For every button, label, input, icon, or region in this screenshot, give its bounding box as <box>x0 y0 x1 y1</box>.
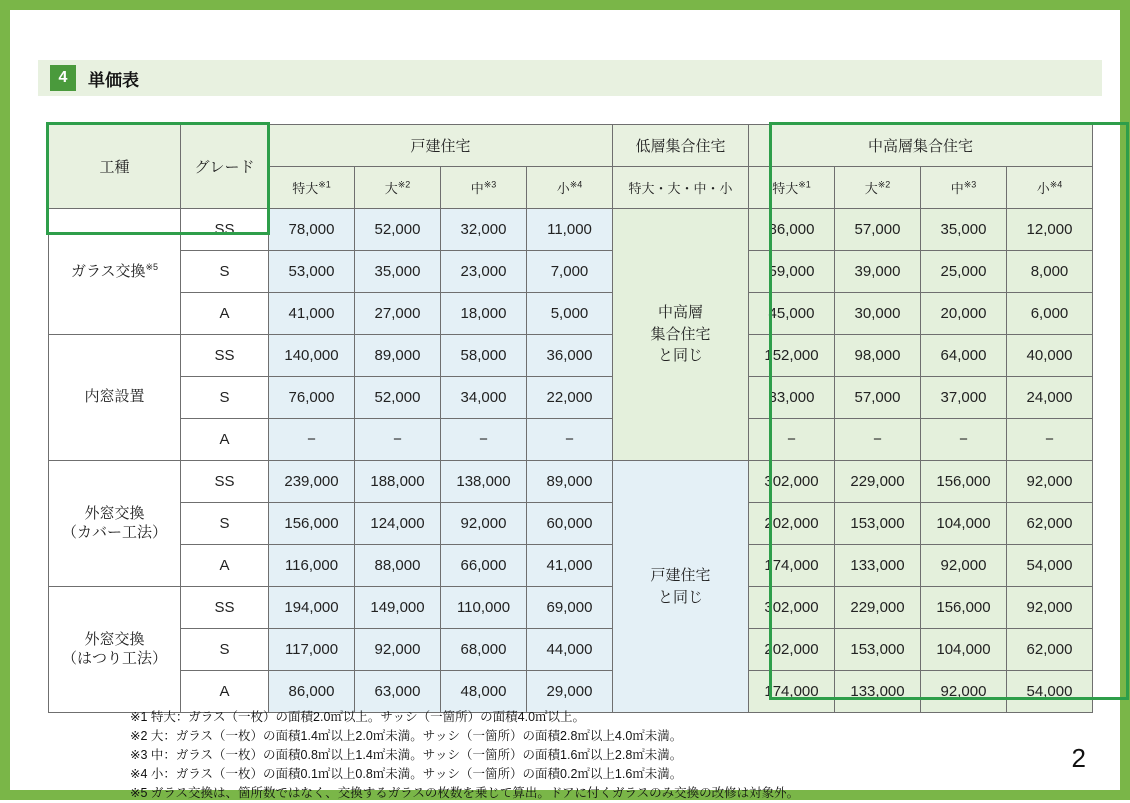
header-midhigh-s <box>1007 167 1093 209</box>
value-cell: 92,000 <box>1007 587 1093 629</box>
value-cell: 52,000 <box>355 377 441 419</box>
table-row <box>49 209 1093 251</box>
note-ref-4: ※4 <box>569 179 583 190</box>
footnotes <box>130 708 799 803</box>
value-cell: 54,000 <box>1007 545 1093 587</box>
page-inner <box>20 20 1110 800</box>
value-cell: 124,000 <box>355 503 441 545</box>
kind-outer-window-cover <box>49 461 181 587</box>
value-cell: 20,000 <box>921 293 1007 335</box>
grade-cell: S <box>181 629 269 671</box>
kind-line2: （はつり工法） <box>61 649 167 667</box>
value-cell: 58,000 <box>441 335 527 377</box>
value-cell: 30,000 <box>835 293 921 335</box>
table-row <box>49 251 1093 293</box>
table-row <box>49 293 1093 335</box>
value-cell: 29,000 <box>527 671 613 713</box>
value-cell: 89,000 <box>527 461 613 503</box>
value-cell: 92,000 <box>441 503 527 545</box>
value-cell: − <box>269 419 355 461</box>
value-cell: 62,000 <box>1007 629 1093 671</box>
value-cell: 202,000 <box>749 503 835 545</box>
header-kind: 工種 <box>49 125 181 209</box>
label-s: 小 <box>556 181 570 196</box>
value-cell: 36,000 <box>527 335 613 377</box>
value-cell: 202,000 <box>749 629 835 671</box>
value-cell: 45,000 <box>749 293 835 335</box>
value-cell: 229,000 <box>835 587 921 629</box>
header-lowrise-all: 特大・大・中・小 <box>613 167 749 209</box>
header-detached-m <box>441 167 527 209</box>
value-cell: 86,000 <box>269 671 355 713</box>
header-detached-xl <box>269 167 355 209</box>
note-ref-1: ※1 <box>318 179 331 190</box>
kind-line1: 外窓交換 <box>84 504 145 522</box>
footnote-item: ※4 小：ガラス（一枚）の面積0.1㎡以上0.8㎡未満。サッシ（一箇所）の面積0.2㎡以上1.6㎡未満。 <box>130 767 683 781</box>
page-number: 2 <box>1071 743 1086 773</box>
table-header-row-1 <box>49 125 1093 167</box>
value-cell: 18,000 <box>441 293 527 335</box>
grade-cell: A <box>181 293 269 335</box>
value-cell: 92,000 <box>921 671 1007 713</box>
label-xl-2: 特大 <box>772 181 799 196</box>
value-cell: 156,000 <box>921 461 1007 503</box>
value-cell: − <box>1007 419 1093 461</box>
table-row <box>49 419 1093 461</box>
value-cell: 117,000 <box>269 629 355 671</box>
note-ref-2b: ※2 <box>877 179 891 190</box>
kind-inner-window: 内窓設置 <box>49 335 181 461</box>
value-cell: 25,000 <box>921 251 1007 293</box>
label-m-2: 中 <box>950 181 964 196</box>
value-cell: 22,000 <box>527 377 613 419</box>
value-cell: − <box>749 419 835 461</box>
value-cell: 41,000 <box>527 545 613 587</box>
grade-cell: A <box>181 545 269 587</box>
value-cell: − <box>441 419 527 461</box>
value-cell: − <box>835 419 921 461</box>
label-l: 大 <box>384 181 398 196</box>
value-cell: 104,000 <box>921 629 1007 671</box>
value-cell: 69,000 <box>527 587 613 629</box>
value-cell: 35,000 <box>355 251 441 293</box>
grade-cell: A <box>181 671 269 713</box>
value-cell: 92,000 <box>1007 461 1093 503</box>
lowrise-merge-line1: 中高層 <box>657 303 703 321</box>
label-l-2: 大 <box>864 181 878 196</box>
table-row <box>49 503 1093 545</box>
value-cell: 174,000 <box>749 671 835 713</box>
footnote-item: ※1 特大：ガラス（一枚）の面積2.0㎡以上。サッシ（一箇所）の面積4.0㎡以上。 <box>130 710 586 724</box>
price-table-wrap <box>48 124 1093 713</box>
grade-cell: S <box>181 377 269 419</box>
value-cell: 78,000 <box>269 209 355 251</box>
grade-cell: SS <box>181 335 269 377</box>
value-cell: 133,000 <box>835 671 921 713</box>
value-cell: − <box>355 419 441 461</box>
kind-line1: 外窓交換 <box>84 630 145 648</box>
value-cell: 34,000 <box>441 377 527 419</box>
lowrise-sash-line2: と同じ <box>657 588 703 606</box>
value-cell: − <box>527 419 613 461</box>
table-row <box>49 671 1093 713</box>
value-cell: 41,000 <box>269 293 355 335</box>
label-m: 中 <box>470 181 484 196</box>
header-group-lowrise: 低層集合住宅 <box>613 125 749 167</box>
value-cell: 149,000 <box>355 587 441 629</box>
value-cell: 57,000 <box>835 377 921 419</box>
value-cell: 54,000 <box>1007 671 1093 713</box>
value-cell: 7,000 <box>527 251 613 293</box>
grade-cell: SS <box>181 209 269 251</box>
header-group-detached: 戸建住宅 <box>269 125 613 167</box>
table-row <box>49 587 1093 629</box>
value-cell: 156,000 <box>921 587 1007 629</box>
note-ref-2: ※2 <box>397 179 411 190</box>
price-table <box>48 124 1093 713</box>
value-cell: − <box>921 419 1007 461</box>
value-cell: 138,000 <box>441 461 527 503</box>
grade-cell: SS <box>181 587 269 629</box>
grade-cell: S <box>181 503 269 545</box>
value-cell: 98,000 <box>835 335 921 377</box>
value-cell: 153,000 <box>835 629 921 671</box>
value-cell: 8,000 <box>1007 251 1093 293</box>
value-cell: 188,000 <box>355 461 441 503</box>
value-cell: 156,000 <box>269 503 355 545</box>
header-detached-l <box>355 167 441 209</box>
lowrise-sash-line1: 戸建住宅 <box>650 566 711 584</box>
kind-glass-label: ガラス交換 <box>70 262 146 280</box>
grade-cell: A <box>181 419 269 461</box>
value-cell: 66,000 <box>441 545 527 587</box>
header-grade: グレード <box>181 125 269 209</box>
label-s-2: 小 <box>1036 181 1050 196</box>
value-cell: 32,000 <box>441 209 527 251</box>
table-row <box>49 377 1093 419</box>
value-cell: 239,000 <box>269 461 355 503</box>
value-cell: 83,000 <box>749 377 835 419</box>
value-cell: 89,000 <box>355 335 441 377</box>
value-cell: 39,000 <box>835 251 921 293</box>
value-cell: 194,000 <box>269 587 355 629</box>
value-cell: 11,000 <box>527 209 613 251</box>
value-cell: 110,000 <box>441 587 527 629</box>
kind-line2: （カバー工法） <box>61 523 167 541</box>
value-cell: 92,000 <box>921 545 1007 587</box>
value-cell: 88,000 <box>355 545 441 587</box>
grade-cell: SS <box>181 461 269 503</box>
value-cell: 116,000 <box>269 545 355 587</box>
value-cell: 63,000 <box>355 671 441 713</box>
value-cell: 24,000 <box>1007 377 1093 419</box>
note-ref-3: ※3 <box>483 179 497 190</box>
lowrise-merge-glass <box>613 209 749 461</box>
value-cell: 35,000 <box>921 209 1007 251</box>
section-header <box>38 60 1102 96</box>
value-cell: 37,000 <box>921 377 1007 419</box>
value-cell: 86,000 <box>749 209 835 251</box>
footnote-item: ※3 中：ガラス（一枚）の面積0.8㎡以上1.4㎡未満。サッシ（一箇所）の面積1.6㎡以上2.8㎡未満。 <box>130 748 683 762</box>
value-cell: 153,000 <box>835 503 921 545</box>
value-cell: 48,000 <box>441 671 527 713</box>
note-ref-4b: ※4 <box>1049 179 1063 190</box>
grade-cell: S <box>181 251 269 293</box>
value-cell: 62,000 <box>1007 503 1093 545</box>
table-row <box>49 545 1093 587</box>
value-cell: 302,000 <box>749 461 835 503</box>
table-row <box>49 461 1093 503</box>
value-cell: 302,000 <box>749 587 835 629</box>
table-row <box>49 335 1093 377</box>
header-group-midhigh: 中高層集合住宅 <box>749 125 1093 167</box>
value-cell: 27,000 <box>355 293 441 335</box>
lowrise-merge-line3: と同じ <box>657 347 703 365</box>
value-cell: 174,000 <box>749 545 835 587</box>
value-cell: 6,000 <box>1007 293 1093 335</box>
value-cell: 133,000 <box>835 545 921 587</box>
value-cell: 59,000 <box>749 251 835 293</box>
note-ref-5: ※5 <box>145 261 159 272</box>
value-cell: 53,000 <box>269 251 355 293</box>
value-cell: 57,000 <box>835 209 921 251</box>
value-cell: 12,000 <box>1007 209 1093 251</box>
kind-glass <box>49 209 181 335</box>
value-cell: 23,000 <box>441 251 527 293</box>
footnote-item: ※5 ガラス交換は、箇所数ではなく、交換するガラスの枚数を乗じて算出。ドアに付くガラスのみ交換の改修は対象外。 <box>130 786 800 800</box>
kind-outer-window-chisel <box>49 587 181 713</box>
value-cell: 64,000 <box>921 335 1007 377</box>
section-number: 4 <box>50 65 76 91</box>
value-cell: 44,000 <box>527 629 613 671</box>
value-cell: 52,000 <box>355 209 441 251</box>
table-row <box>49 629 1093 671</box>
note-ref-3b: ※3 <box>963 179 977 190</box>
header-midhigh-xl <box>749 167 835 209</box>
header-detached-s <box>527 167 613 209</box>
value-cell: 104,000 <box>921 503 1007 545</box>
value-cell: 40,000 <box>1007 335 1093 377</box>
note-ref-1b: ※1 <box>798 179 811 190</box>
value-cell: 60,000 <box>527 503 613 545</box>
header-midhigh-l <box>835 167 921 209</box>
footnote-item: ※2 大：ガラス（一枚）の面積1.4㎡以上2.0㎡未満。サッシ（一箇所）の面積2.8㎡以上4.0㎡未満。 <box>130 729 683 743</box>
value-cell: 5,000 <box>527 293 613 335</box>
value-cell: 152,000 <box>749 335 835 377</box>
value-cell: 76,000 <box>269 377 355 419</box>
label-xl: 特大 <box>292 181 319 196</box>
section-title: 単価表 <box>88 70 139 90</box>
value-cell: 140,000 <box>269 335 355 377</box>
value-cell: 92,000 <box>355 629 441 671</box>
lowrise-merge-sash <box>613 461 749 713</box>
value-cell: 68,000 <box>441 629 527 671</box>
value-cell: 229,000 <box>835 461 921 503</box>
lowrise-merge-line2: 集合住宅 <box>650 325 711 343</box>
header-midhigh-m <box>921 167 1007 209</box>
